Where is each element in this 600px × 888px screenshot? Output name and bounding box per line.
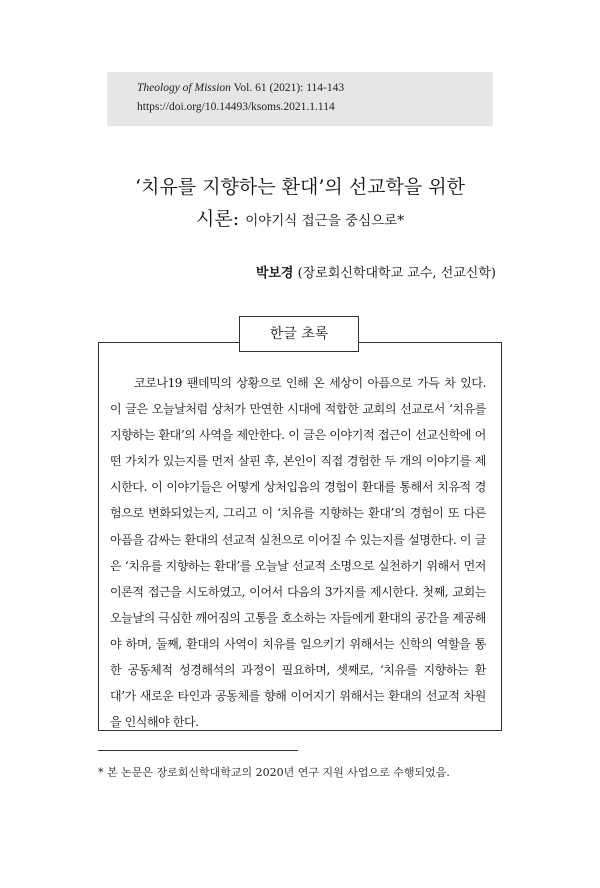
paper-title-line-1: ‘치유를 지향하는 환대’의 선교학을 위한 — [135, 176, 465, 198]
citation-journal-line — [137, 82, 344, 94]
paper-title-line-2 — [0, 204, 600, 231]
journal-name: Theology of Mission — [137, 82, 231, 94]
journal-volume: Vol. 61 (2021): 114-143 — [233, 82, 345, 94]
abstract-heading: 한글 초록 — [239, 316, 359, 352]
abstract-body: 코로나19 팬데믹의 상황으로 인해 온 세상이 아픔으로 가득 차 있다. 이 글은 오늘날처럼 상처가 만연한 시대에 적합한 교회의 선교로서 ‘치유를 지향하는 환대’의 사역을 제안한다. 이 글은 이야기적 접근이 선교신학에 어떤 가치가 있는지를 먼저 살핀 후, 본인이 직접 경험한 두 개의 이야기를 제시한다. 이 이야기들은 어떻게 상처입음의 경험이 환대를 통해서 치유적 경험으로 변화되었는지, 그리고 이 ‘치유를 지향하는 환대’의 경험이 또 다른 아픔을 감싸는 환대의 선교적 실천으로 이어질 수 있는지를 설명한다. 이 글은 ‘치유를 지향하는 환대’를 오늘날 선교적 소명으로 실천하기 위해서 먼저 이론적 접근을 시도하였고, 이어서 다음의 3가지를 제시한다. 첫째, 교회는 오늘날의 극심한 깨어짐의 고통을 호소하는 자들에게 환대의 공간을 제공해야 하며, 둘째, 환대의 사역이 치유를 일으키기 위해서는 신학의 역할을 통한 공동체적 성경해석의 과정이 필요하며, 셋째로, ‘치유를 지향하는 환대’가 새로운 타인과 공동체를 향해 이어지기 위해서는 환대의 선교적 차원을 인식해야 한다. — [110, 376, 486, 730]
footnote-divider — [98, 750, 298, 751]
paper-title-main: 시론: — [196, 208, 240, 230]
author-line — [256, 262, 496, 281]
paper-subtitle: 이야기식 접근을 중심으로* — [245, 213, 404, 229]
author-affiliation: (장로회신학대학교 교수, 선교신학) — [297, 266, 496, 281]
footnote: * 본 논문은 장로회신학대학교의 2020년 연구 지원 사업으로 수행되었음. — [98, 766, 450, 779]
doi-link[interactable]: https://doi.org/10.14493/ksoms.2021.1.114 — [137, 101, 335, 113]
author-name: 박보경 — [255, 266, 294, 281]
citation-box — [107, 72, 493, 126]
